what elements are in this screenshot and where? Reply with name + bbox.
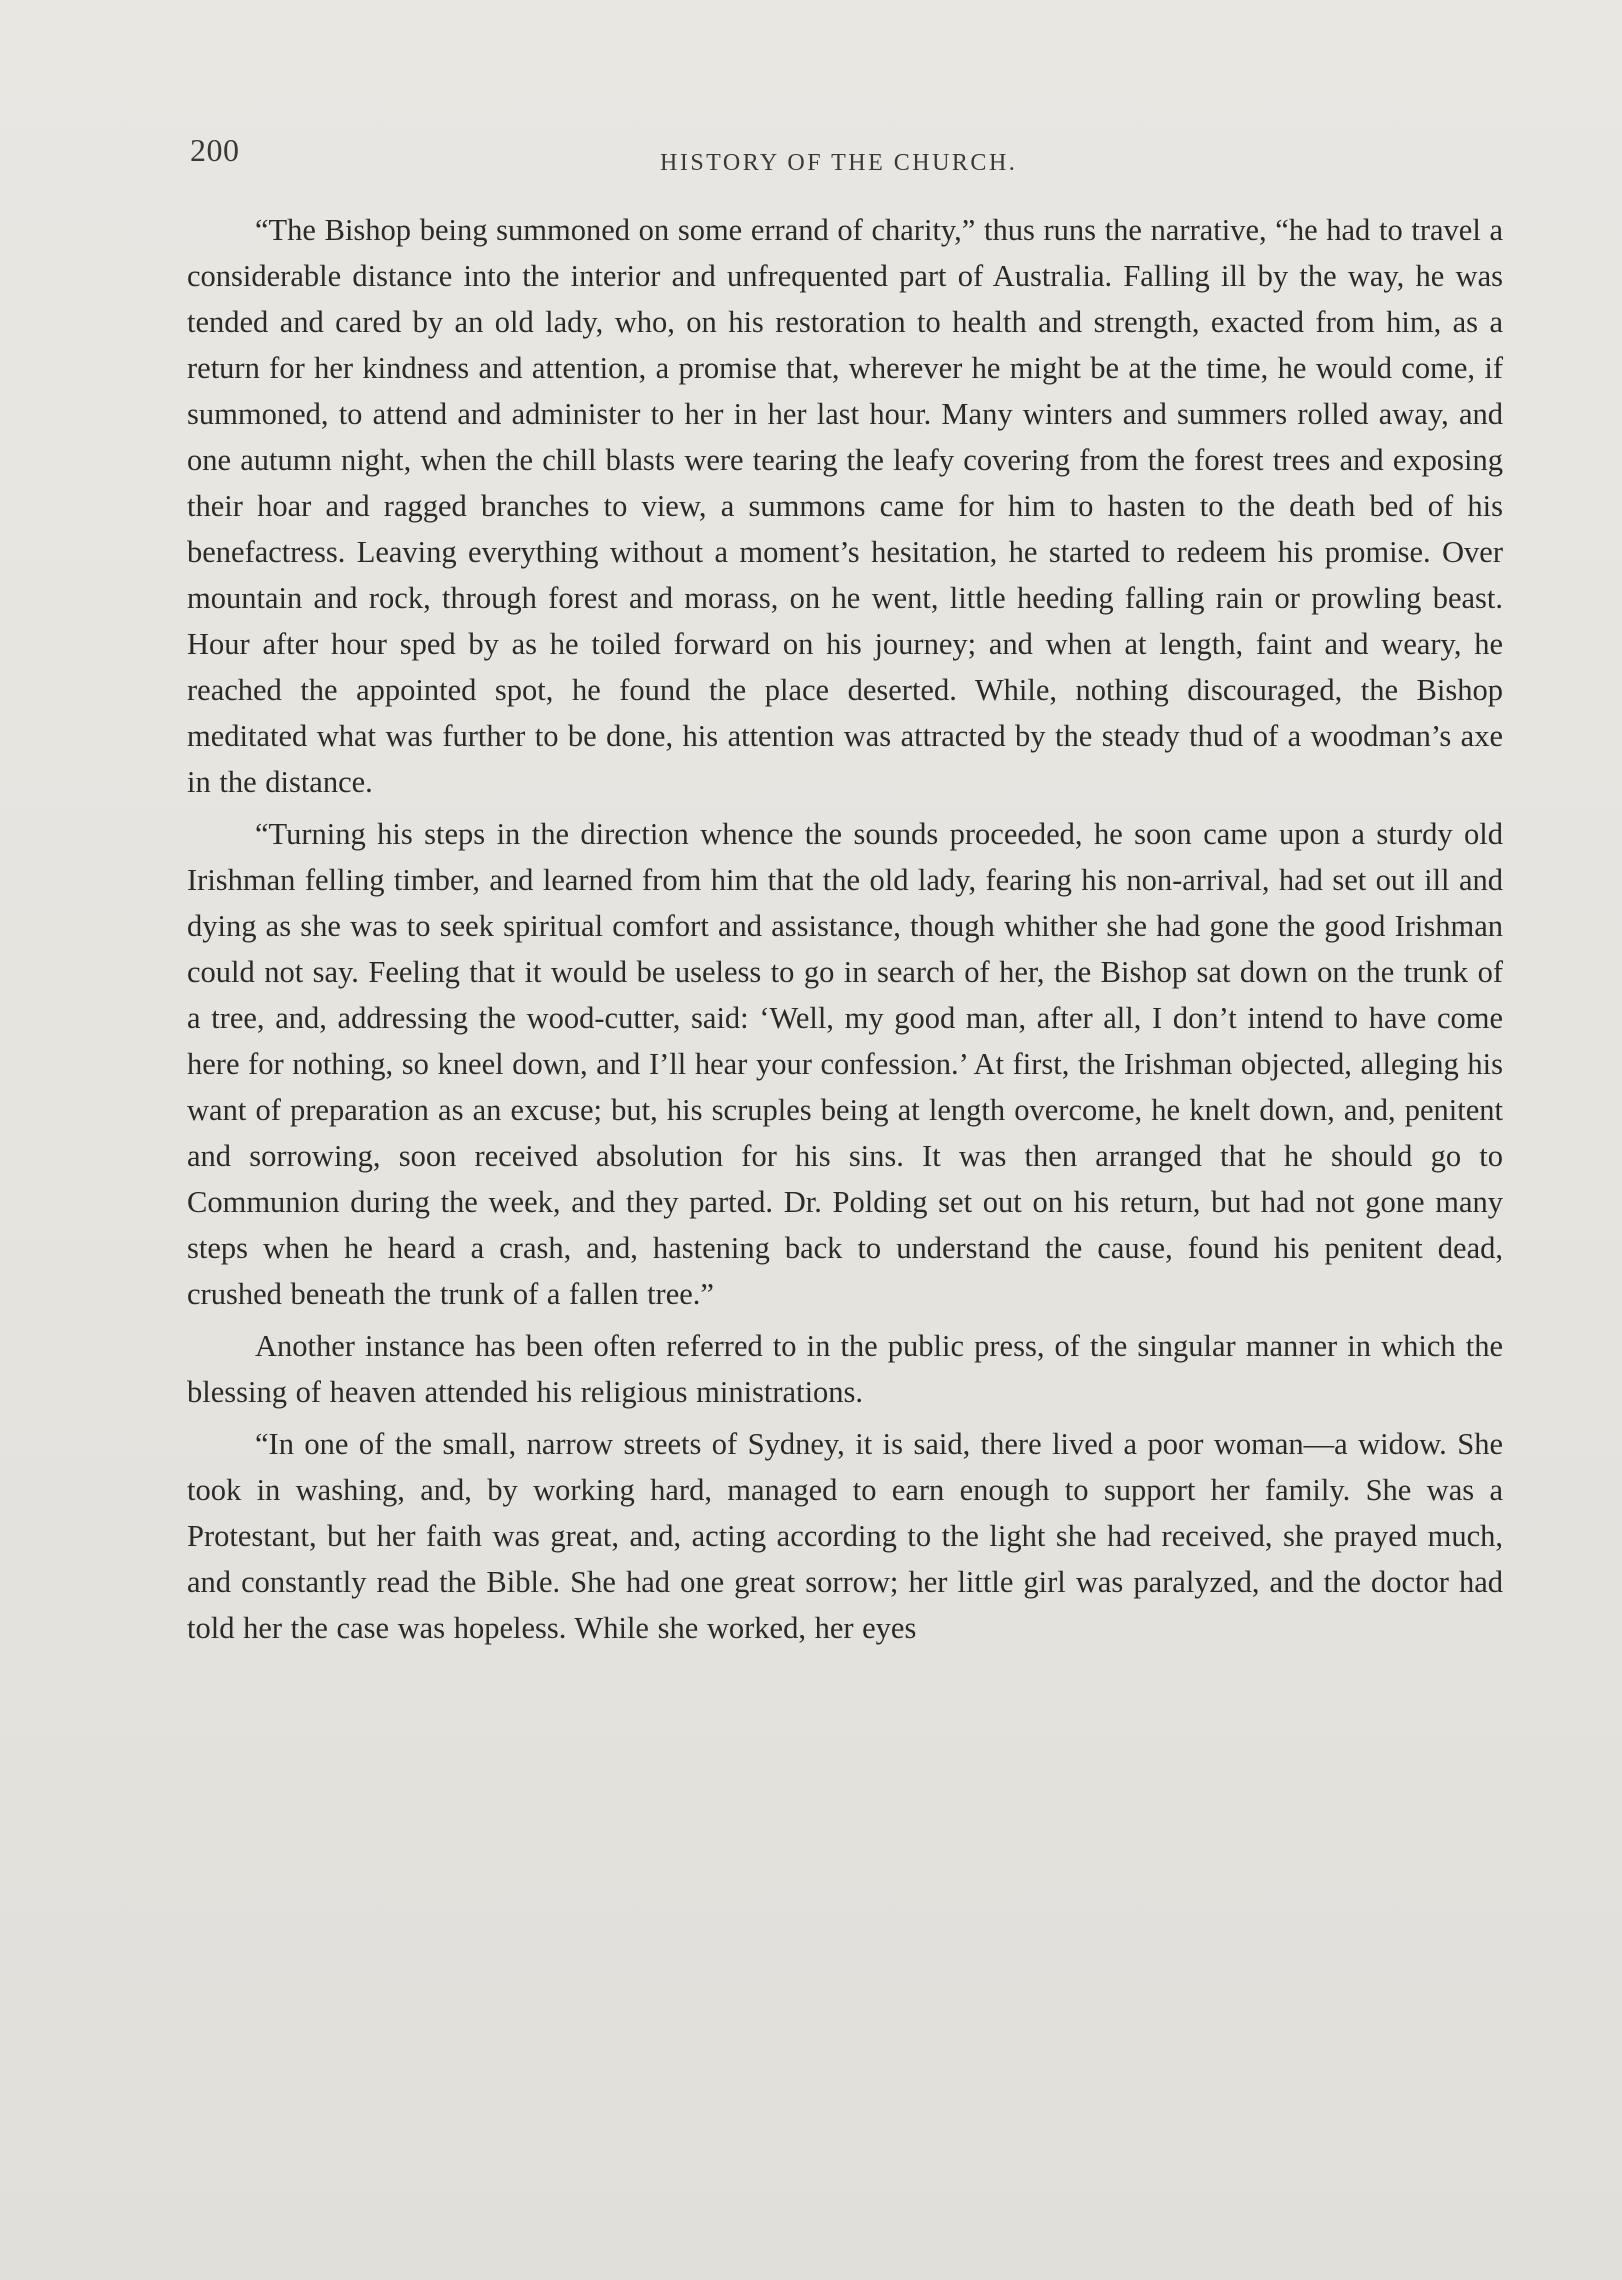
paragraph-irishman: “Turning his steps in the direction whence the sounds proceeded, he soon came upon a sturdy old Irishman felling timber, and learned from him that the old lady, fearing his non-arrival, had set out ill and dying as she was to seek spiritual comfort and assistance, though whither she had gone the good Irishman could not say. Feeling that it would be useless to go in search of her, the Bishop sat down on the trunk of a tree, and, addressing the wood-cutter, said: ‘Well, my good man, after all, I don’t intend to have come here for nothing, so kneel down, and I’ll hear your confession.’ At first, the Irishman objected, alleging his want of preparation as an excuse; but, his scruples being at length overcome, he knelt down, and, penitent and sorrowing, soon received absolution for his sins. It was then arranged that he should go to Communion during the week, and they parted. Dr. Polding set out on his return, but had not gone many steps when he heard a crash, and, hastening back to understand the cause, found his penitent dead, crushed beneath the trunk of a fallen tree.”	[187, 817, 1503, 1311]
page-header	[190, 128, 1502, 178]
body-text	[187, 207, 1503, 1651]
paragraph-bishop-narrative: “The Bishop being summoned on some errand of charity,” thus runs the narrative, “he had to travel a considerable distance into the interior and unfrequented part of Australia. Falling ill by the way, he was tended and cared by an old lady, who, on his restoration to health and strength, exacted from him, as a return for her kindness and attention, a promise that, wherever he might be at the time, he would come, if summoned, to attend and administer to her in her last hour. Many winters and summers rolled away, and one autumn night, when the chill blasts were tearing the leafy covering from the forest trees and exposing their hoar and ragged branches to view, a summons came for him to hasten to the death bed of his benefactress. Leaving everything without a moment’s hesitation, he started to redeem his promise. Over mountain and rock, through forest and morass, on he went, little heeding falling rain or prowling beast. Hour after hour sped by as he toiled forward on his journey; and when at length, faint and weary, he reached the appointed spot, he found the place deserted. While, nothing discouraged, the Bishop meditated what was further to be done, his attention was attracted by the steady thud of a woodman’s axe in the distance.	[187, 213, 1503, 799]
paragraph-another-instance: Another instance has been often referred to in the public press, of the singular manner in which the blessing of heaven attended his religious ministrations.	[187, 1329, 1503, 1409]
running-title: HISTORY OF THE CHURCH.	[660, 150, 1018, 176]
page-number: 200	[190, 132, 240, 168]
paragraph-sydney-widow: “In one of the small, narrow streets of Sydney, it is said, there lived a poor woman—a widow. She took in washing, and, by working hard, managed to earn enough to support her family. She was a Protestant, but her faith was great, and, acting according to the light she had received, she prayed much, and constantly read the Bible. She had one great sorrow; her little girl was paralyzed, and the doctor had told her the case was hopeless. While she worked, her eyes	[187, 1427, 1503, 1645]
